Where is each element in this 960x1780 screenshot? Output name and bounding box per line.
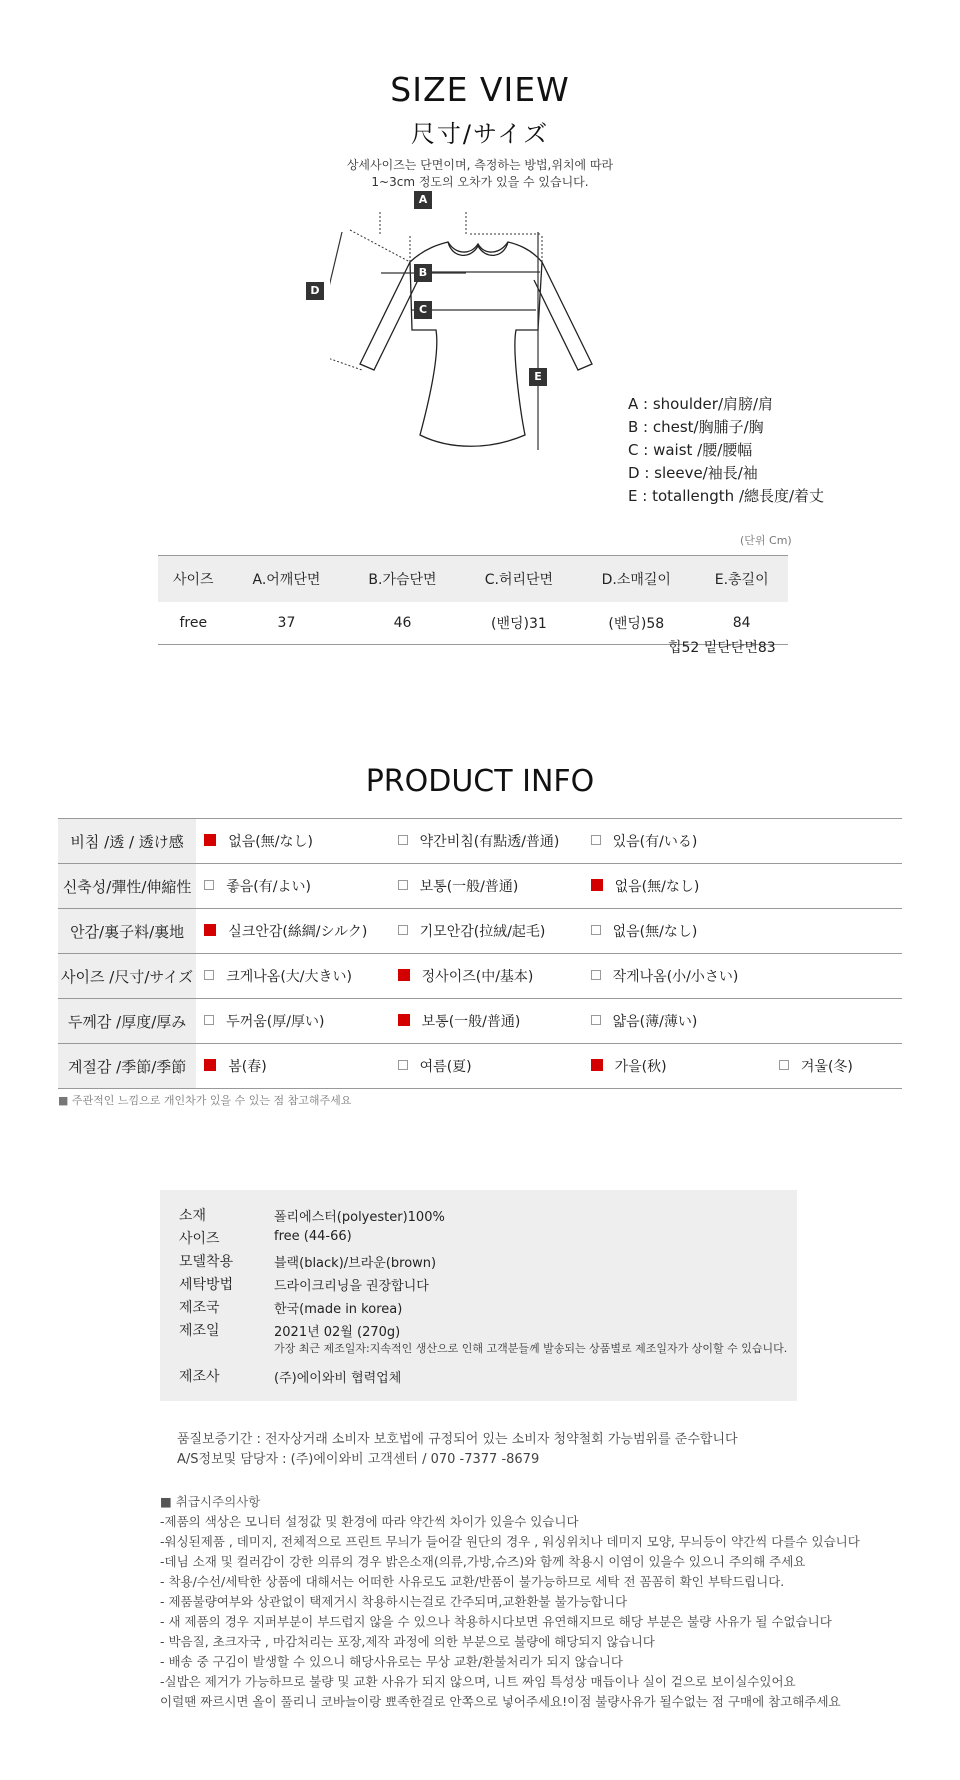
product-info-option: [196, 1044, 389, 1089]
option-label: 겨울(冬): [800, 1059, 853, 1075]
cell-sleeve: (밴딩)58: [577, 602, 695, 645]
table-row: [58, 954, 902, 999]
as-info-text: A/S정보및 담당자 : (주)에이와비 고객센터 / 070 -7377 -8679: [177, 1452, 540, 1467]
checked-box-icon: [204, 1059, 216, 1071]
cell-size: free: [158, 602, 229, 645]
checked-box-icon: [591, 879, 603, 891]
unchecked-box-icon: [398, 835, 408, 845]
detail-label-model: 모델착용: [179, 1254, 234, 1270]
marker-b: B: [414, 264, 432, 282]
product-info-option: [390, 999, 583, 1044]
option-label: 봄(春): [228, 1059, 267, 1075]
option-label: 작게나옴(小/小さい): [612, 969, 739, 985]
checked-box-icon: [204, 834, 216, 846]
size-table-header: [158, 556, 788, 603]
marker-e: E: [529, 368, 547, 386]
product-info-option: [771, 1044, 902, 1089]
product-info-option: [583, 864, 771, 909]
empty-cell: [771, 864, 902, 909]
product-details-box: [160, 1190, 797, 1401]
care-line: - 새 제품의 경우 지퍼부분이 부드럽지 않을 수 있으나 착용하시다보면 유연해지므로 해당 부분은 불량 사유가 될 수없습니다: [160, 1614, 832, 1629]
empty-cell: [771, 999, 902, 1044]
size-note-line1: 상세사이즈는 단면이며, 측정하는 방법,위치에 따라: [346, 158, 614, 172]
product-info-option: [390, 819, 583, 864]
option-label: 없음(無/なし): [612, 924, 698, 940]
product-info-title: PRODUCT INFO: [365, 764, 595, 799]
cell-chest: 46: [344, 602, 460, 645]
product-info-label: 비침 /透 / 透け感: [58, 819, 196, 864]
hip-hem-note: 힙52 밑단단면83: [668, 640, 776, 656]
detail-label-size: 사이즈: [179, 1231, 220, 1247]
care-line: - 착용/수선/세탁한 상품에 대해서는 어떠한 사유로도 교환/반품이 불가능하므로 세탁 전 꼼꼼히 확인 부탁드립니다.: [160, 1574, 785, 1589]
option-label: 약간비침(有點透/普通): [419, 834, 560, 850]
product-info-option: [390, 864, 583, 909]
detail-label-country: 제조국: [179, 1300, 220, 1316]
option-label: 여름(夏): [419, 1059, 472, 1075]
product-info-label: 신축성/彈性/伸縮性: [58, 864, 196, 909]
empty-cell: [771, 909, 902, 954]
option-label: 정사이즈(中/基本): [421, 969, 534, 985]
unchecked-box-icon: [591, 970, 601, 980]
unit-label: (단위 Cm): [740, 534, 792, 547]
detail-value-country: 한국(made in korea): [274, 1302, 403, 1317]
dress-outline: [330, 210, 630, 530]
table-row: [58, 1044, 902, 1089]
legend-c: C : waist /腰/腰幅: [628, 441, 753, 459]
product-info-option: [583, 819, 771, 864]
cell-total-length: 84: [695, 602, 788, 645]
detail-value-washing: 드라이크리닝을 권장합니다: [274, 1279, 429, 1294]
care-line: -제품의 색상은 모니터 설정값 및 환경에 따라 약간씩 차이가 있을수 있습니다: [160, 1514, 579, 1529]
cell-waist: (밴딩)31: [461, 602, 578, 645]
detail-sub-date: 가장 최근 제조일자:지속적인 생산으로 인해 고객분들께 발송되는 상품별로 제조일자가 상이할 수 있습니다.: [274, 1342, 788, 1355]
product-info-label: 안감/裏子料/裏地: [58, 909, 196, 954]
detail-value-size: free (44-66): [274, 1229, 352, 1244]
care-line: 이럴땐 짜르시면 올이 풀리니 코바늘이랑 뾰족한걸로 안쪽으로 넣어주세요!이점 불량사유가 될수없는 점 구매에 참고해주세요: [160, 1694, 841, 1709]
product-info-option: [583, 909, 771, 954]
option-label: 얇음(薄/薄い): [612, 1014, 698, 1030]
unchecked-box-icon: [204, 880, 214, 890]
dress-diagram: [310, 193, 630, 530]
care-line: -워싱된제품 , 데미지, 전체적으로 프린트 무늬가 들어갈 원단의 경우 , 워싱위치나 데미지 모양, 무늬등이 약간씩 다를수 있습니다: [160, 1534, 860, 1549]
table-row: [58, 819, 902, 864]
option-label: 실크안감(絲綢/シルク): [228, 924, 368, 940]
unchecked-box-icon: [591, 835, 601, 845]
product-info-label: 계절감 /季節/季節: [58, 1044, 196, 1089]
product-info-label: 두께감 /厚度/厚み: [58, 999, 196, 1044]
option-label: 없음(無/なし): [614, 879, 700, 895]
option-label: 좋음(有/よい): [226, 879, 311, 895]
header-waist: C.허리단면: [461, 556, 578, 603]
detail-label-maker: 제조사: [179, 1369, 220, 1385]
product-info-option: [583, 1044, 771, 1089]
warranty-text: 품질보증기간 : 전자상거래 소비자 보호법에 규정되어 있는 소비자 청약철회 가능범위를 준수합니다: [177, 1432, 738, 1447]
option-label: 크게나옴(大/大きい): [226, 969, 352, 985]
empty-cell: [771, 954, 902, 999]
care-title: ■ 취급시주의사항: [160, 1494, 261, 1509]
product-info-option: [196, 954, 389, 999]
cell-shoulder: 37: [229, 602, 345, 645]
size-view-subtitle: 尺寸/サイズ: [410, 120, 550, 148]
detail-value-material: 폴리에스터(polyester)100%: [274, 1210, 445, 1225]
care-line: - 박음질, 초크자국 , 마감처리는 포장,제작 과정에 의한 부분으로 불량에 해당되지 않습니다: [160, 1634, 655, 1649]
header-shoulder: A.어깨단면: [229, 556, 345, 603]
option-label: 가을(秋): [614, 1059, 667, 1075]
detail-value-model: 블랙(black)/브라운(brown): [274, 1256, 437, 1271]
header-total-length: E.총길이: [695, 556, 788, 603]
product-info-option: [390, 954, 583, 999]
unchecked-box-icon: [398, 1060, 408, 1070]
detail-label-date: 제조일: [179, 1323, 220, 1339]
marker-d: D: [306, 282, 324, 300]
product-info-option: [196, 999, 389, 1044]
product-info-option: [196, 819, 389, 864]
legend-e: E : totallength /總長度/着丈: [628, 487, 825, 505]
size-note-line2: 1~3cm 정도의 오차가 있을 수 있습니다.: [371, 175, 589, 189]
empty-cell: [771, 819, 902, 864]
product-info-option: [583, 954, 771, 999]
marker-a: A: [414, 191, 432, 209]
unchecked-box-icon: [591, 1015, 601, 1025]
product-info-footnote: ■ 주관적인 느낌으로 개인차가 있을 수 있는 점 참고해주세요: [58, 1094, 352, 1107]
legend-a: A : shoulder/肩膀/肩: [628, 395, 774, 413]
unchecked-box-icon: [204, 970, 214, 980]
product-info-label: 사이즈 /尺寸/サイズ: [58, 954, 196, 999]
unchecked-box-icon: [398, 880, 408, 890]
care-line: - 제품불량여부와 상관없이 택제거시 착용하시는걸로 간주되며,교환환불 불가능합니다: [160, 1594, 628, 1609]
detail-label-material: 소재: [179, 1208, 207, 1224]
header-chest: B.가슴단면: [344, 556, 460, 603]
size-table: [158, 555, 788, 645]
product-info-table: [58, 818, 902, 1089]
unchecked-box-icon: [204, 1015, 214, 1025]
detail-value-maker: (주)에이와비 협력업체: [274, 1371, 402, 1386]
care-line: - 배송 중 구김이 발생할 수 있으니 해당사유로는 무상 교환/환불처리가 되지 않습니다: [160, 1654, 623, 1669]
product-info-option: [390, 1044, 583, 1089]
care-line: -데님 소재 및 컬러감이 강한 의류의 경우 밝은소재(의류,가방,슈즈)와 함께 착용시 이염이 있을수 있으니 주의해 주세요: [160, 1554, 806, 1569]
option-label: 보통(一般/普通): [421, 1014, 521, 1030]
size-view-title: SIZE VIEW: [390, 70, 570, 109]
detail-value-date: 2021년 02월 (270g): [274, 1325, 401, 1340]
care-line: -실밥은 제거가 가능하므로 불량 및 교환 사유가 되지 않으며, 니트 짜임 특성상 매듭이나 실이 겉으로 보이실수있어요: [160, 1674, 796, 1689]
table-row: [58, 864, 902, 909]
checked-box-icon: [591, 1059, 603, 1071]
checked-box-icon: [398, 1014, 410, 1026]
option-label: 기모안감(拉絨/起毛): [419, 924, 546, 940]
table-row: [58, 909, 902, 954]
checked-box-icon: [204, 924, 216, 936]
table-row: [58, 999, 902, 1044]
option-label: 두꺼움(厚/厚い): [226, 1014, 325, 1030]
detail-label-washing: 세탁방법: [179, 1277, 234, 1293]
product-info-option: [196, 864, 389, 909]
option-label: 있음(有/いる): [612, 834, 698, 850]
header-size: 사이즈: [158, 556, 229, 603]
header-sleeve: D.소매길이: [577, 556, 695, 603]
product-info-option: [390, 909, 583, 954]
product-info-option: [196, 909, 389, 954]
unchecked-box-icon: [591, 925, 601, 935]
option-label: 없음(無/なし): [228, 834, 313, 850]
unchecked-box-icon: [398, 925, 408, 935]
marker-c: C: [414, 301, 432, 319]
option-label: 보통(一般/普通): [419, 879, 519, 895]
legend-b: B : chest/胸脯子/胸: [628, 418, 764, 436]
checked-box-icon: [398, 969, 410, 981]
legend-d: D : sleeve/袖長/袖: [628, 464, 758, 482]
product-info-option: [583, 999, 771, 1044]
unchecked-box-icon: [779, 1060, 789, 1070]
